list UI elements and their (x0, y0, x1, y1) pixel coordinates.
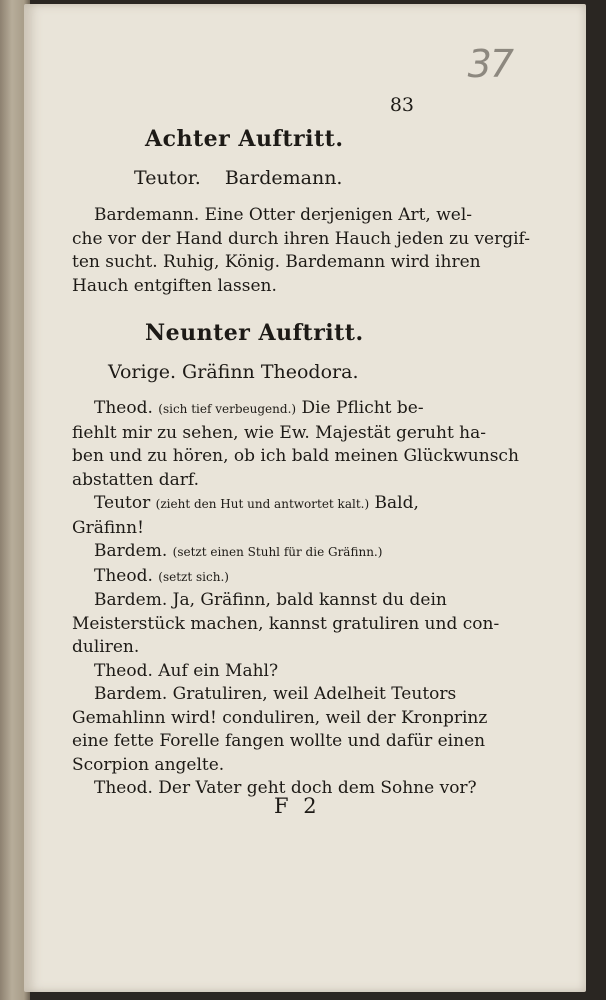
text-line: ten sucht. Ruhig, König. Bardemann wird ihren (72, 252, 481, 272)
scene-9-dialogue (72, 397, 519, 801)
stage-direction: (sich tief verbeugend.) (158, 402, 297, 416)
text-line: Theod. Der Vater geht doch dem Sohne vor? (94, 778, 477, 798)
text-line: Hauch entgiften lassen. (72, 275, 277, 296)
scene-9-characters: Vorige. Gräfinn Theodora. (108, 361, 359, 383)
dialogue-text: Die Pflicht be- (301, 398, 424, 418)
scene-8-title: Achter Auftritt. (145, 126, 344, 152)
text-line: Bardem. Gratuliren, weil Adelheit Teutors (94, 684, 457, 704)
text-line: Scorpion angelte. (72, 754, 225, 775)
speaker-name: Theod. (94, 565, 153, 586)
text-line: eine fette Forelle fangen wollte und dafür einen (72, 731, 486, 751)
signature-mark: F 2 (274, 794, 321, 818)
page-number: 83 (389, 94, 414, 116)
text-line: duliren. (72, 637, 140, 657)
speaker-name: Theod. (94, 398, 153, 418)
text-line: fiehlt mir zu sehen, wie Ew. Majestät geruht ha- (72, 422, 487, 443)
text-line: Bardem. Ja, Gräfinn, bald kannst du dein (94, 590, 447, 610)
stage-direction: (zieht den Hut und antwortet kalt.) (155, 497, 370, 511)
stage-direction: (setzt einen Stuhl für die Gräfinn.) (172, 545, 383, 559)
dialogue-text: Bald, (374, 493, 419, 513)
speaker-name: Bardem. (94, 541, 168, 561)
speaker-name: Teutor (94, 493, 151, 513)
text-line (72, 397, 438, 422)
text-line: Meisterstück machen, kannst gratuliren und con- (72, 613, 500, 634)
text-line (72, 540, 438, 565)
text-line: Theod. Auf ein Mahl? (94, 660, 279, 681)
text-line: Gräfinn! (72, 517, 144, 538)
text-line: Bardemann. Eine Otter derjenigen Art, wel- (94, 205, 473, 225)
text-line: ben und zu hören, ob ich bald meinen Glückwunsch (72, 446, 519, 466)
handwritten-folio-number: 37 (467, 42, 512, 86)
text-line: Gemahlinn wird! conduliren, weil der Kronprinz (72, 707, 488, 728)
scene-9-title: Neunter Auftritt. (145, 320, 364, 346)
stage-direction: (setzt sich.) (158, 569, 229, 584)
text-line: abstatten darf. (72, 469, 200, 490)
text-line: che vor der Hand durch ihren Hauch jeden zu vergif- (72, 228, 530, 249)
scene-8-characters: Teutor. Bardemann. (134, 167, 343, 189)
text-line (72, 492, 438, 517)
text-line (72, 565, 438, 590)
scene-8-dialogue (72, 204, 530, 298)
book-page (24, 4, 586, 992)
